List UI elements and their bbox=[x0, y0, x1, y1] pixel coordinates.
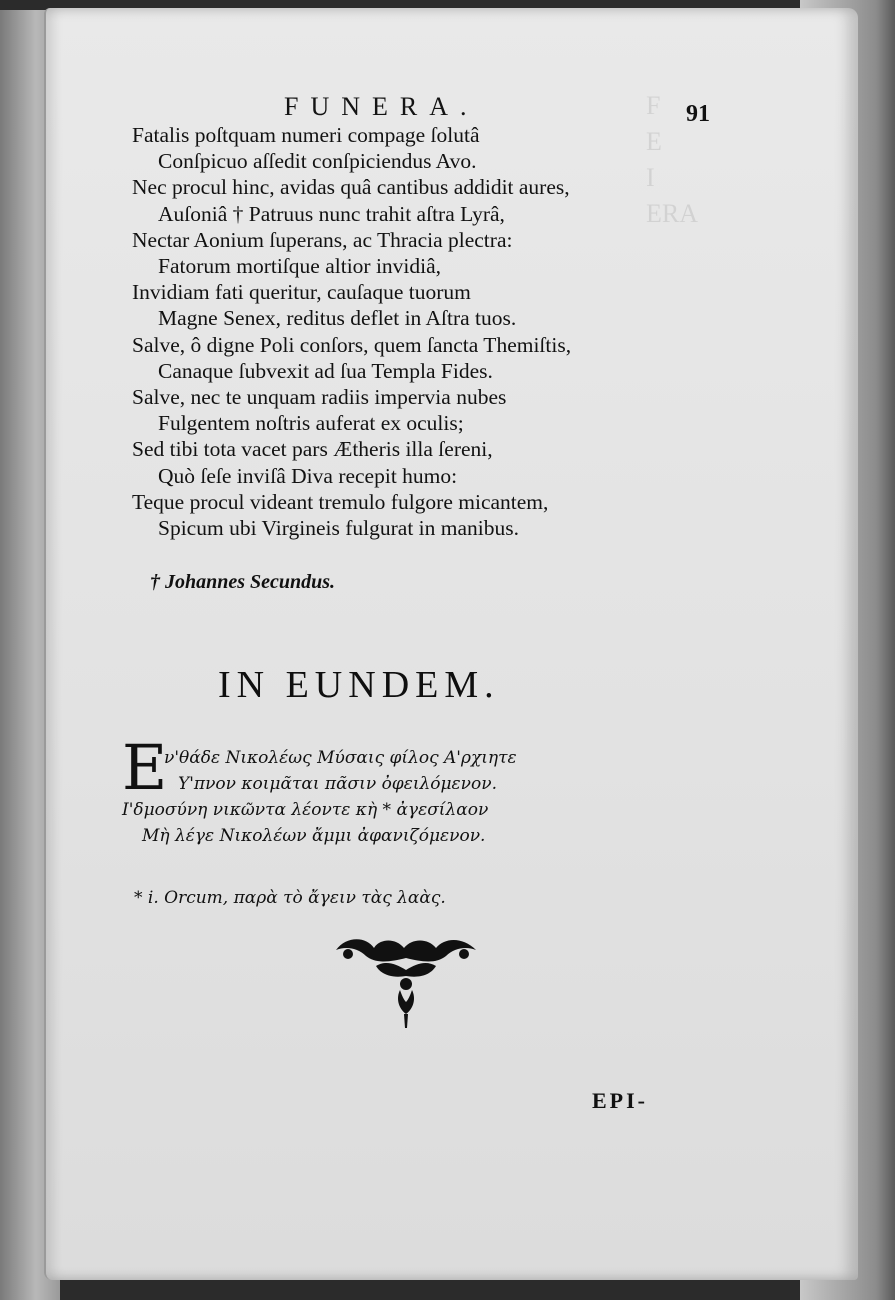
verse-line: Fulgentem noſtris auferat ex oculis; bbox=[158, 411, 464, 436]
verse-line: Salve, nec te unquam radiis impervia nubes bbox=[132, 385, 507, 410]
drop-cap: E bbox=[122, 731, 168, 804]
running-head: FUNERA. bbox=[284, 92, 479, 121]
greek-line: ν'θάδε Νικολέως Μύσαις φίλος Α'ρχιητε bbox=[164, 748, 517, 768]
verse-line: Conſpicuo aſſedit conſpiciendus Avo. bbox=[158, 149, 477, 174]
greek-line: Ι'δμοσύνη νικῶντα λέοντε κὴ * ἀγεσίλαον bbox=[122, 800, 489, 820]
show-through-text: F E I ERA bbox=[646, 91, 698, 228]
page-number: 91 bbox=[686, 101, 710, 127]
verse-line: Quò ſeſe inviſâ Diva recepit humo: bbox=[158, 463, 458, 488]
footnote-author: † Johannes Secundus. bbox=[150, 571, 336, 593]
verse-line: Spicum ubi Virgineis fulgurat in manibus. bbox=[158, 516, 520, 541]
verse-block bbox=[132, 122, 752, 541]
greek-footnote: * i. Orcum, παρὰ τὸ ἄγειν τὰς λαὰς. bbox=[134, 888, 446, 908]
printers-ornament bbox=[326, 936, 486, 1036]
verse-line: Nectar Aonium ſuperans, ac Thracia plectra: bbox=[132, 227, 513, 252]
verse-line: Fatorum mortiſque altior invidiâ, bbox=[158, 254, 442, 279]
verse-line: Fatalis poſtquam numeri compage ſolutâ bbox=[132, 123, 480, 147]
verse-line: Invidiam fati queritur, cauſaque tuorum bbox=[132, 280, 471, 305]
greek-line: Υ'πνον κοιμᾶται πᾶσιν ὀφειλόμενον. bbox=[178, 774, 497, 794]
verse-line: Sed tibi tota vacet pars Ætheris illa ſereni, bbox=[132, 437, 493, 462]
verse-line: Teque procul videant tremulo fulgore micantem, bbox=[132, 489, 549, 514]
catchword: EPI- bbox=[592, 1088, 648, 1113]
verse-line: Nec procul hinc, avidas quâ cantibus addidit aures, bbox=[132, 175, 570, 200]
verse-line: Auſoniâ † Patruus nunc trahit aſtra Lyrâ, bbox=[158, 201, 505, 226]
verse-line: Salve, ô digne Poli conſors, quem ſancta Themiſtis, bbox=[132, 332, 572, 357]
greek-line: Μὴ λέγε Νικολέων ἄμμι ἀφανιζόμενον. bbox=[142, 826, 486, 846]
section-title: IN EUNDEM. bbox=[218, 664, 500, 706]
verse-line: Canaque ſubvexit ad ſua Templa Fides. bbox=[158, 358, 493, 383]
verse-line: Magne Senex, reditus deflet in Aſtra tuos. bbox=[158, 306, 517, 331]
book-page bbox=[44, 8, 858, 1280]
